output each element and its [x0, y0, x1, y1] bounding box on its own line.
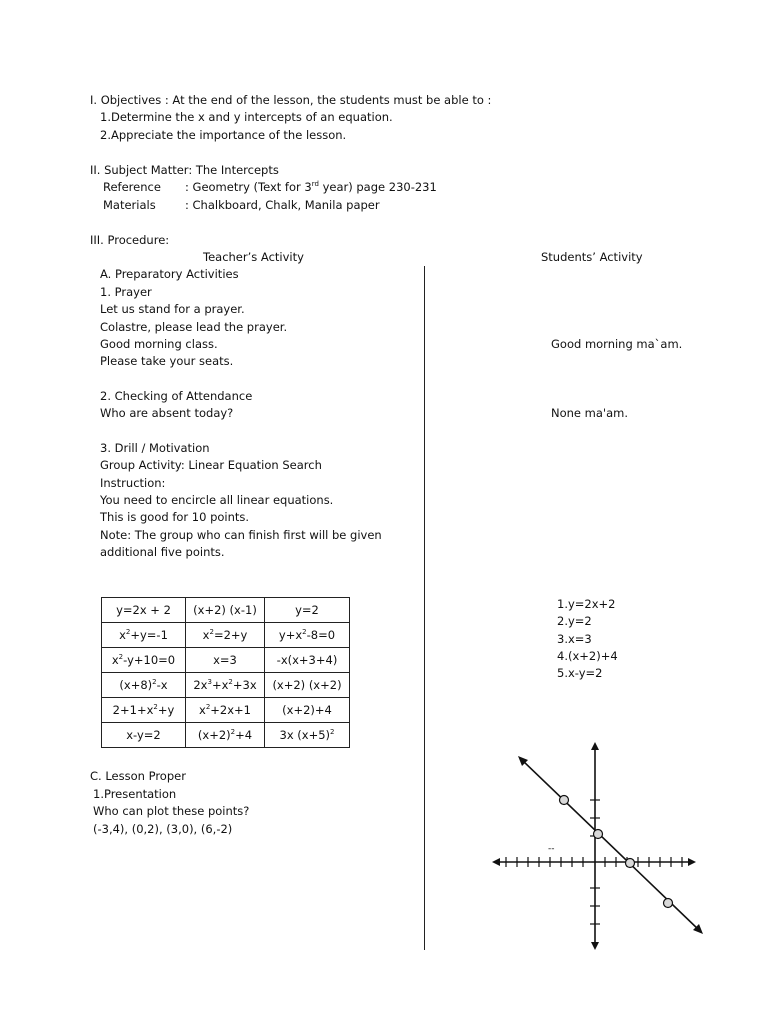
procedure-heading: III. Procedure: — [90, 233, 170, 247]
student-activity-header: Students’ Activity — [541, 250, 643, 264]
prayer-line: Colastre, please lead the prayer. — [100, 320, 288, 334]
table-cell: $2x^3+x^2+3x$ — [186, 673, 265, 698]
table-row — [102, 723, 350, 748]
drill-line: This is good for 10 points. — [100, 510, 250, 524]
materials-label: Materials — [103, 198, 156, 212]
student-response-attendance: None ma'am. — [551, 406, 628, 420]
table-cell: $x^2-y+10=0$ — [102, 648, 186, 673]
plot-point — [626, 859, 635, 868]
drill-line: You need to encircle all linear equations. — [100, 493, 334, 507]
prayer-line: Good morning class. — [100, 337, 218, 351]
coordinate-graph — [488, 738, 712, 954]
table-row — [102, 623, 350, 648]
table-cell: $(x+2)^2+4$ — [186, 723, 265, 748]
student-answer: 3.x=3 — [557, 632, 592, 646]
table-row — [102, 598, 350, 623]
preparatory-activities: A. Preparatory Activities — [100, 267, 239, 281]
plot-point — [560, 796, 569, 805]
attendance-title: 2. Checking of Attendance — [100, 389, 253, 403]
plot-point — [594, 830, 603, 839]
table-cell: -x(x+3+4) — [265, 648, 350, 673]
prayer-line: Please take your seats. — [100, 354, 234, 368]
table-row — [102, 698, 350, 723]
y-axis-arrow-up — [591, 742, 599, 750]
objectives-heading: I. Objectives : At the end of the lesson, the students must be able to : — [90, 93, 492, 107]
objective-item-2: 2.Appreciate the importance of the lesson. — [100, 128, 347, 142]
ordinal-suffix: rd — [311, 180, 319, 188]
table-cell: $(x+8)^2-x$ — [102, 673, 186, 698]
column-divider — [424, 266, 425, 950]
attendance-question: Who are absent today? — [100, 406, 234, 420]
plot-point — [664, 899, 673, 908]
lesson-proper-heading: C. Lesson Proper — [90, 769, 186, 783]
prayer-line: Let us stand for a prayer. — [100, 302, 245, 316]
subject-matter-heading: II. Subject Matter: The Intercepts — [90, 163, 279, 177]
materials-value: : Chalkboard, Chalk, Manila paper — [185, 198, 380, 212]
table-cell: y=2x + 2 — [102, 598, 186, 623]
linear-equation-table — [101, 597, 350, 748]
student-answer: 1.y=2x+2 — [557, 597, 616, 611]
table-cell: $x^2+2x+1$ — [186, 698, 265, 723]
x-axis-arrow-right — [688, 858, 696, 866]
table-row — [102, 673, 350, 698]
prayer-title: 1. Prayer — [100, 285, 152, 299]
drill-line: Instruction: — [100, 476, 166, 490]
y-axis-arrow-down — [591, 942, 599, 950]
graph-mark: -- — [548, 844, 555, 854]
presentation-title: 1.Presentation — [93, 787, 177, 801]
table-cell: $x^2=2+y$ — [186, 623, 265, 648]
table-cell: x-y=2 — [102, 723, 186, 748]
table-cell: 3x $(x+5)^2$ — [265, 723, 350, 748]
drill-line: Note: The group who can finish first will be given — [100, 528, 382, 542]
table-cell: $y+x^2-8=0$ — [265, 623, 350, 648]
table-cell: (x+2) (x+2) — [265, 673, 350, 698]
drill-line: Group Activity: Linear Equation Search — [100, 458, 322, 472]
student-answer: 2.y=2 — [557, 614, 592, 628]
table-row — [102, 648, 350, 673]
drill-line: additional five points. — [100, 545, 225, 559]
student-answer: 5.x-y=2 — [557, 666, 603, 680]
table-cell: $2+1+x^2+y$ — [102, 698, 186, 723]
teacher-activity-header: Teacher’s Activity — [203, 250, 304, 264]
student-answer: 4.(x+2)+4 — [557, 649, 618, 663]
reference-label: Reference — [103, 180, 161, 194]
drill-title: 3. Drill / Motivation — [100, 441, 210, 455]
table-cell: x=3 — [186, 648, 265, 673]
table-cell: (x+2) (x-1) — [186, 598, 265, 623]
table-cell: y=2 — [265, 598, 350, 623]
table-cell: (x+2)+4 — [265, 698, 350, 723]
objective-item-1: 1.Determine the x and y intercepts of an equation. — [100, 110, 393, 124]
x-axis-arrow-left — [492, 858, 500, 866]
reference-value — [185, 180, 437, 195]
table-cell: $x^2+y=-1$ — [102, 623, 186, 648]
student-response-greeting: Good morning ma`am. — [551, 337, 683, 351]
plot-question: Who can plot these points? — [93, 804, 250, 818]
reference-text: : Geometry (Text for 3rd year) page 230-231 — [185, 180, 437, 194]
plot-points: (-3,4), (0,2), (3,0), (6,-2) — [93, 822, 233, 836]
